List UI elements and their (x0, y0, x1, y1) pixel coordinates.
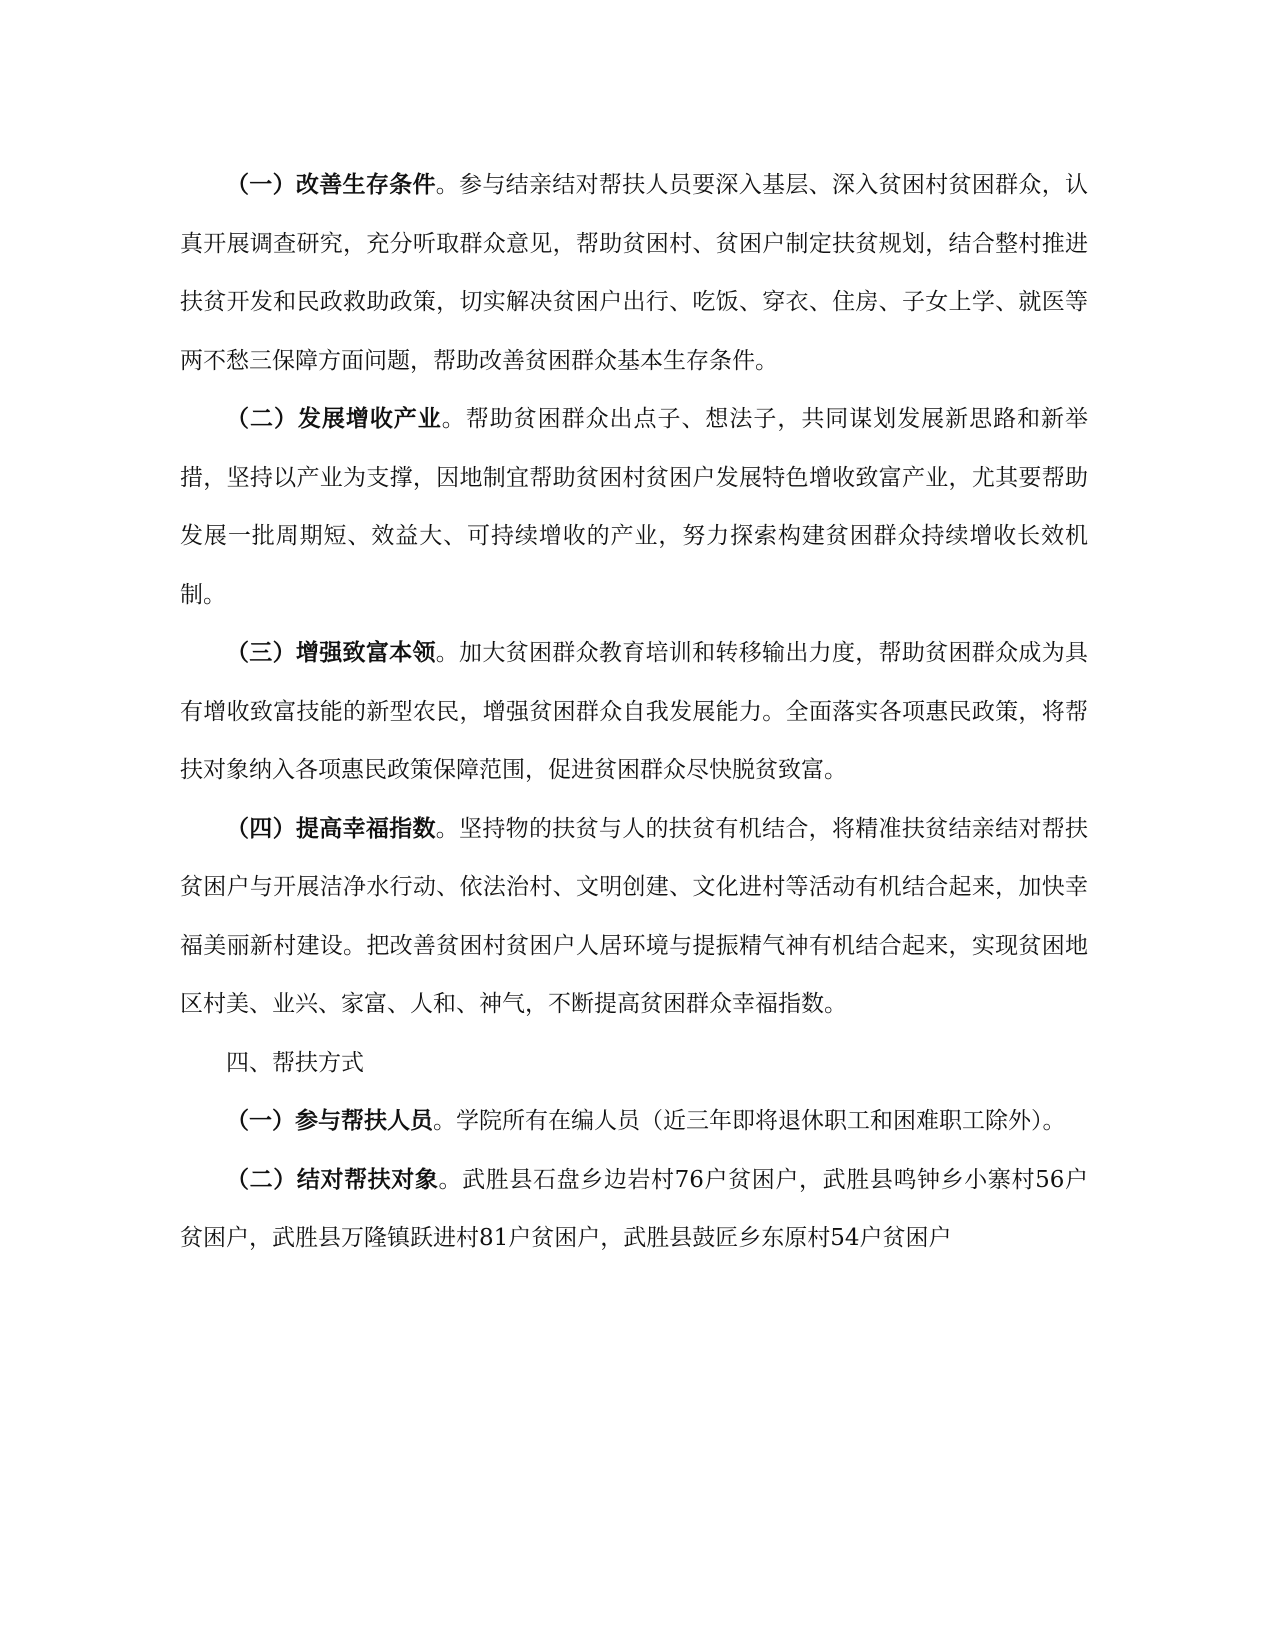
paragraph-lead: （四）提高幸福指数 (226, 814, 436, 842)
paragraph-lead: （二）发展增收产业 (226, 405, 442, 432)
paragraph-lead: （一）参与帮扶人员 (226, 1107, 433, 1134)
paragraph-text: 。帮助贫困群众出点子、想法子，共同谋划发展新思路和新举措，坚持以产业为支撑，因地制宜帮助贫困村贫困户发展特色增收致富产业，尤其要帮助发展一批周期短、效益大、可持续增收的产业，努力探索构建贫困群众持续增收长效机制。 (180, 406, 1089, 608)
paragraph-lead: （二）结对帮扶对象 (226, 1165, 439, 1193)
paragraph-develop-industries (180, 390, 1088, 624)
paragraph-strengthen-skills (180, 624, 1088, 800)
paragraph-text: 。参与结亲结对帮扶人员要深入基层、深入贫困村贫困群众，认真开展调查研究，充分听取群众意见，帮助贫困村、贫困户制定扶贫规划，结合整村推进扶贫开发和民政救助政策，切实解决贫困户出行、吃饭、穿衣、住房、子女上学、就医等两不愁三保障方面问题，帮助改善贫困群众基本生存条件。 (180, 172, 1089, 374)
paragraph-targets (180, 1151, 1088, 1268)
paragraph-text: 。学院所有在编人员（近三年即将退休职工和困难职工除外）。 (433, 1108, 1066, 1134)
paragraph-text: 。武胜县石盘乡边岩村76户贫困户，武胜县鸣钟乡小寨村56户贫困户，武胜县万隆镇跃进村81户贫困户，武胜县鼓匠乡东原村54户贫困户 (180, 1166, 1089, 1251)
paragraph-text: 。加大贫困群众教育培训和转移输出力度，帮助贫困群众成为具有增收致富技能的新型农民，增强贫困群众自我发展能力。全面落实各项惠民政策，将帮扶对象纳入各项惠民政策保障范围，促进贫困群众尽快脱贫致富。 (180, 640, 1089, 783)
paragraph-participants (180, 1092, 1088, 1151)
document-body (180, 156, 1088, 1268)
section-heading: 四、帮扶方式 (226, 1049, 364, 1076)
paragraph-happiness-index (180, 800, 1088, 1034)
paragraph-text: 。坚持物的扶贫与人的扶贫有机结合，将精准扶贫结亲结对帮扶贫困户与开展洁净水行动、依法治村、文明创建、文化进村等活动有机结合起来，加快幸福美丽新村建设。把改善贫困村贫困户人居环境与提振精气神有机结合起来，实现贫困地区村美、业兴、家富、人和、神气，不断提高贫困群众幸福指数。 (180, 815, 1089, 1017)
paragraph-lead: （三）增强致富本领 (226, 639, 436, 666)
paragraph-improve-living-conditions (180, 156, 1088, 390)
paragraph-lead: （一）改善生存条件 (226, 171, 436, 198)
